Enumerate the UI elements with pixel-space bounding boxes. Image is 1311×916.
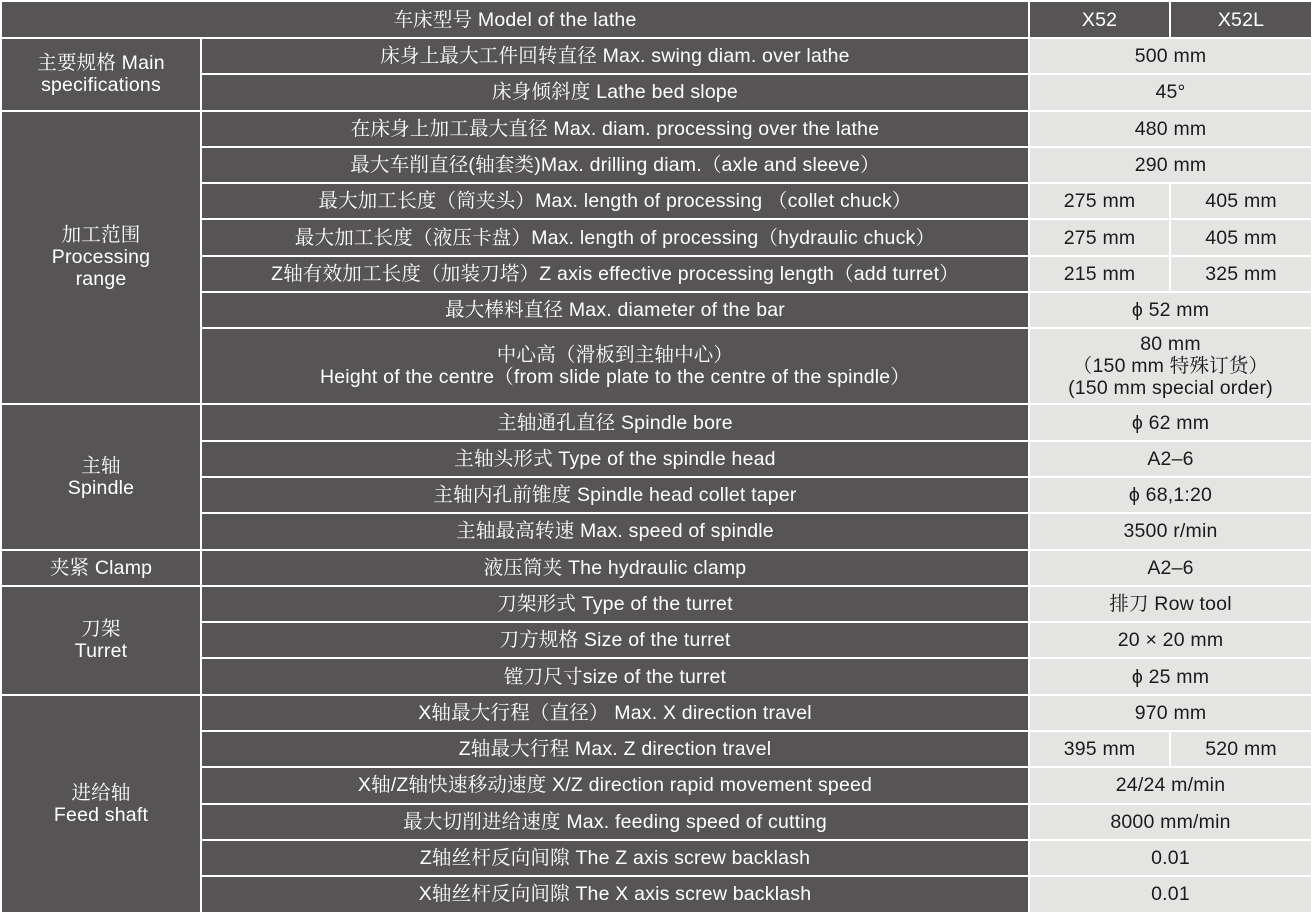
- row-value-z-travel-x52l: 520 mm: [1170, 731, 1311, 767]
- row-label-bar-diam: 最大棒料直径 Max. diameter of the bar: [201, 292, 1029, 328]
- row-label-x-travel: X轴最大行程（直径） Max. X direction travel: [201, 695, 1029, 731]
- row-label-proc-diam: 在床身上加工最大直径 Max. diam. processing over the lathe: [201, 111, 1029, 147]
- row-value-feed-speed: 8000 mm/min: [1029, 804, 1311, 840]
- row-value-proc-diam: 480 mm: [1029, 111, 1311, 147]
- table-row: [1, 38, 1311, 74]
- row-value-len-collet-x52l: 405 mm: [1170, 183, 1311, 219]
- row-label-z-backlash: Z轴丝杆反向间隙 The Z axis screw backlash: [201, 840, 1029, 876]
- table-row: [1, 404, 1311, 440]
- group-clamp: 夹紧 Clamp: [1, 550, 201, 586]
- row-label-swing-diam: 床身上最大工件回转直径 Max. swing diam. over lathe: [201, 38, 1029, 74]
- row-value-turret-size: 20 × 20 mm: [1029, 622, 1311, 658]
- table-row: [1, 111, 1311, 147]
- group-spindle: 主轴 Spindle: [1, 404, 201, 549]
- row-label-z-len: Z轴有效加工长度（加装刀塔）Z axis effective processing length（add turret）: [201, 256, 1029, 292]
- header-x52: X52: [1029, 1, 1170, 38]
- group-main-specifications: 主要规格 Main specifications: [1, 38, 201, 111]
- row-label-turning-diam: 最大车削直径(轴套类)Max. drilling diam.（axle and sleeve）: [201, 147, 1029, 183]
- row-value-z-backlash: 0.01: [1029, 840, 1311, 876]
- row-label-boring-size: 镗刀尺寸size of the turret: [201, 658, 1029, 694]
- row-value-bar-diam: ϕ 52 mm: [1029, 292, 1311, 328]
- row-value-spindle-taper: ϕ 68,1:20: [1029, 477, 1311, 513]
- row-label-feed-speed: 最大切削进给速度 Max. feeding speed of cutting: [201, 804, 1029, 840]
- row-label-spindle-taper: 主轴内孔前锥度 Spindle head collet taper: [201, 477, 1029, 513]
- row-value-spindle-bore: ϕ 62 mm: [1029, 404, 1311, 440]
- row-label-bed-slope: 床身倾斜度 Lathe bed slope: [201, 74, 1029, 110]
- row-label-turret-type: 刀架形式 Type of the turret: [201, 586, 1029, 622]
- row-value-spindle-speed: 3500 r/min: [1029, 513, 1311, 549]
- header-x52l: X52L: [1170, 1, 1311, 38]
- row-label-len-collet: 最大加工长度（筒夹头）Max. length of processing （collet chuck）: [201, 183, 1029, 219]
- row-label-len-hydraulic: 最大加工长度（液压卡盘）Max. length of processing（hydraulic chuck）: [201, 219, 1029, 255]
- row-value-z-travel-x52: 395 mm: [1029, 731, 1170, 767]
- table-row: [1, 550, 1311, 586]
- row-value-len-collet-x52: 275 mm: [1029, 183, 1170, 219]
- row-value-z-len-x52l: 325 mm: [1170, 256, 1311, 292]
- row-label-turret-size: 刀方规格 Size of the turret: [201, 622, 1029, 658]
- row-value-len-hydraulic-x52: 275 mm: [1029, 219, 1170, 255]
- row-value-bed-slope: 45°: [1029, 74, 1311, 110]
- row-value-x-travel: 970 mm: [1029, 695, 1311, 731]
- table-row: [1, 586, 1311, 622]
- row-value-centre-height: 80 mm （150 mm 特殊订货） (150 mm special order): [1029, 328, 1311, 404]
- row-value-rapid-speed: 24/24 m/min: [1029, 767, 1311, 803]
- row-value-len-hydraulic-x52l: 405 mm: [1170, 219, 1311, 255]
- row-label-hydraulic-clamp: 液压筒夹 The hydraulic clamp: [201, 550, 1029, 586]
- table-row: [1, 695, 1311, 731]
- row-label-z-travel: Z轴最大行程 Max. Z direction travel: [201, 731, 1029, 767]
- row-label-spindle-speed: 主轴最高转速 Max. speed of spindle: [201, 513, 1029, 549]
- header-row: [1, 1, 1311, 38]
- group-turret: 刀架 Turret: [1, 586, 201, 695]
- row-label-spindle-bore: 主轴通孔直径 Spindle bore: [201, 404, 1029, 440]
- row-value-turret-type: 排刀 Row tool: [1029, 586, 1311, 622]
- group-feed-shaft: 进给轴 Feed shaft: [1, 695, 201, 913]
- row-label-spindle-head: 主轴头形式 Type of the spindle head: [201, 441, 1029, 477]
- row-value-z-len-x52: 215 mm: [1029, 256, 1170, 292]
- row-label-rapid-speed: X轴/Z轴快速移动速度 X/Z direction rapid movement speed: [201, 767, 1029, 803]
- row-label-centre-height: 中心高（滑板到主轴中心） Height of the centre（from slide plate to the centre of the spindle）: [201, 328, 1029, 404]
- group-processing-range: 加工范围 Processing range: [1, 111, 201, 405]
- row-label-x-backlash: X轴丝杆反向间隙 The X axis screw backlash: [201, 876, 1029, 912]
- row-value-hydraulic-clamp: A2–6: [1029, 550, 1311, 586]
- row-value-spindle-head: A2–6: [1029, 441, 1311, 477]
- row-value-x-backlash: 0.01: [1029, 876, 1311, 912]
- row-value-swing-diam: 500 mm: [1029, 38, 1311, 74]
- header-title: 车床型号 Model of the lathe: [1, 1, 1029, 38]
- row-value-boring-size: ϕ 25 mm: [1029, 658, 1311, 694]
- row-value-turning-diam: 290 mm: [1029, 147, 1311, 183]
